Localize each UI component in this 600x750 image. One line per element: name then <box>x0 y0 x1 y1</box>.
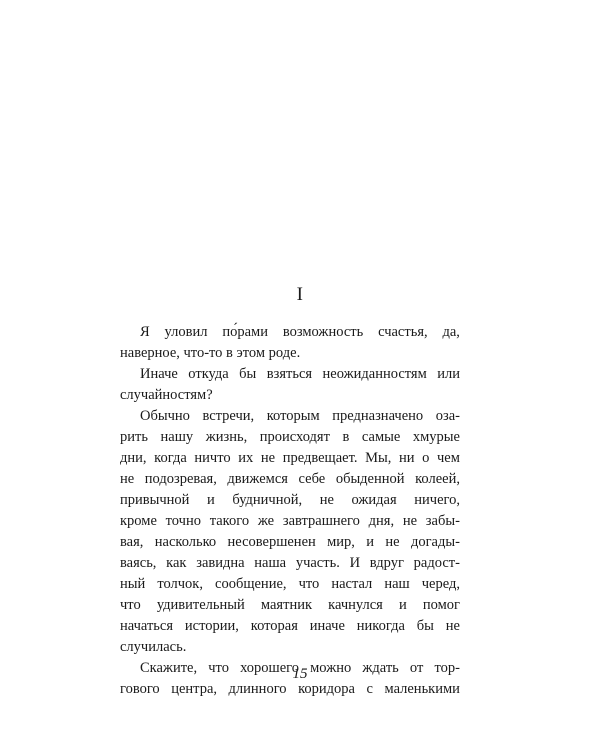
word: неожиданностям <box>322 366 427 382</box>
word: предназначено <box>332 408 424 424</box>
word: или <box>437 366 460 382</box>
word: и <box>207 492 215 508</box>
word: наш <box>384 576 410 592</box>
word: иначе <box>309 618 345 634</box>
word: Скажите, <box>140 660 198 676</box>
text-line <box>120 574 460 595</box>
word: сообщение, <box>215 576 287 592</box>
text-line <box>120 490 460 511</box>
text-line <box>120 595 460 616</box>
word: и <box>398 597 407 613</box>
word: удивительный <box>156 597 245 613</box>
word: с <box>366 681 373 697</box>
word: маятник <box>260 597 313 613</box>
word: по́рами <box>222 324 268 340</box>
word: ваясь, <box>120 555 157 571</box>
text-line <box>120 322 460 343</box>
word: черед, <box>421 576 460 592</box>
word: взяться <box>266 366 313 382</box>
word: же <box>257 513 275 529</box>
word: колеей, <box>415 471 460 487</box>
word: происходят <box>259 429 330 445</box>
word: центра, <box>171 681 217 697</box>
word: рить <box>120 429 148 445</box>
word: Я <box>140 324 150 340</box>
text-line <box>120 406 460 427</box>
text-line <box>120 553 460 574</box>
word: завидна <box>196 555 245 571</box>
text-line: наверное, что-то в этом роде. <box>120 345 301 361</box>
word: привычной <box>120 492 190 508</box>
word: дня, <box>368 513 395 529</box>
word: забы- <box>425 513 460 529</box>
word: и <box>366 534 375 550</box>
word: что <box>208 660 229 676</box>
word: точно <box>165 513 201 529</box>
word: чем <box>437 450 460 466</box>
word: от <box>409 660 424 676</box>
text-line <box>120 511 460 532</box>
word: наша <box>254 555 287 571</box>
text-line <box>120 532 460 553</box>
word: начаться <box>120 618 174 634</box>
word: будничной, <box>232 492 303 508</box>
word: ожидая <box>351 492 397 508</box>
word: их <box>238 450 254 466</box>
word: Мы, <box>365 450 392 466</box>
word: оза- <box>435 408 460 424</box>
word: не <box>319 492 334 508</box>
word: счастья, <box>378 324 428 340</box>
word: истории, <box>184 618 239 634</box>
word: ждать <box>362 660 399 676</box>
word: не <box>120 471 135 487</box>
word: которым <box>266 408 320 424</box>
word: помог <box>422 597 460 613</box>
word: откуда <box>188 366 229 382</box>
word: движемся <box>227 471 288 487</box>
word: можно <box>310 660 352 676</box>
word: коридора <box>298 681 355 697</box>
word: несовершенен <box>227 534 316 550</box>
text-line: случилась. <box>120 639 187 655</box>
word: И <box>349 555 361 571</box>
text-line <box>120 469 460 490</box>
word: толчок, <box>157 576 203 592</box>
word: нашу <box>160 429 194 445</box>
word: хорошего <box>240 660 299 676</box>
word: когда <box>154 450 187 466</box>
text-line <box>120 364 460 385</box>
word: ничего, <box>414 492 460 508</box>
word: настал <box>331 576 373 592</box>
word: что <box>298 576 320 592</box>
word: дни, <box>120 450 147 466</box>
word: самые <box>361 429 401 445</box>
word: о <box>422 450 430 466</box>
word: встречи, <box>202 408 255 424</box>
word: ничто <box>194 450 231 466</box>
word: кроме <box>120 513 157 529</box>
word: не <box>385 534 400 550</box>
word: участь. <box>295 555 340 571</box>
word: завтрашнего <box>282 513 360 529</box>
body-text <box>120 322 460 700</box>
word: мир, <box>327 534 355 550</box>
chapter-heading: I <box>296 284 304 305</box>
word: вая, <box>120 534 144 550</box>
word: вдруг <box>369 555 404 571</box>
word: тор- <box>434 660 460 676</box>
word: Иначе <box>140 366 178 382</box>
word: не <box>402 513 418 529</box>
word: возможность <box>282 324 364 340</box>
word: не <box>260 450 276 466</box>
text-line <box>120 427 460 448</box>
word: догады- <box>410 534 460 550</box>
word: такого <box>209 513 250 529</box>
word: что <box>120 597 141 613</box>
word: которая <box>250 618 298 634</box>
word: никогда <box>356 618 405 634</box>
word: радост- <box>413 555 460 571</box>
word: бы <box>416 618 434 634</box>
word: ный <box>120 576 146 592</box>
word: хмурые <box>412 429 460 445</box>
word: не <box>445 618 460 634</box>
word: длинного <box>228 681 287 697</box>
word: в <box>342 429 350 445</box>
word: качнулся <box>328 597 383 613</box>
text-line: случайностям? <box>120 387 213 403</box>
word: как <box>166 555 187 571</box>
page-number: 15 <box>292 666 308 682</box>
word: подозревая, <box>144 471 217 487</box>
word: обыденной <box>335 471 405 487</box>
word: себе <box>298 471 326 487</box>
word: ни <box>398 450 415 466</box>
word: гового <box>120 681 160 697</box>
word: насколько <box>154 534 217 550</box>
word: да, <box>442 324 460 340</box>
text-line <box>120 616 460 637</box>
word: предвещает. <box>282 450 358 466</box>
word: маленькими <box>384 681 460 697</box>
word: жизнь, <box>205 429 248 445</box>
text-line <box>120 448 460 469</box>
word: бы <box>239 366 257 382</box>
word: Обычно <box>140 408 190 424</box>
word: уловил <box>164 324 208 340</box>
